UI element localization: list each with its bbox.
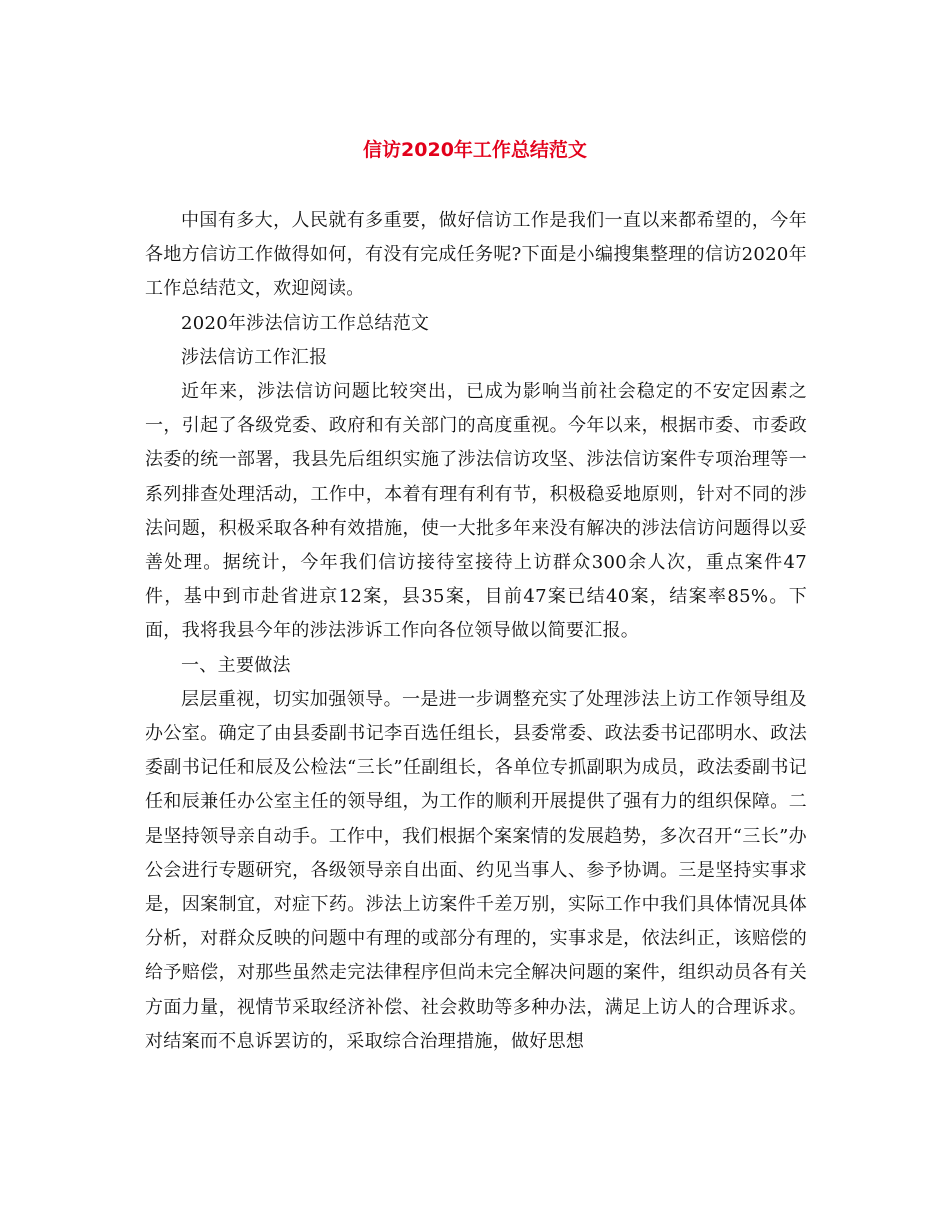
paragraph-main-practices: 层层重视，切实加强领导。一是进一步调整充实了处理涉法上访工作领导组及办公室。确定了由县委副书记李百选任组长，县委常委、政法委书记邵明水、政法委副书记任和辰及公检法“三长”任副组长，各单位专抓副职为成员，政法委副书记任和辰兼任办公室主任的领导组，为工作的顺利开展提供了强有力的组织保障。二是坚持领导亲自动手。工作中，我们根据个案案情的发展趋势，多次召开“三长”办公会进行专题研究，各级领导亲自出面、约见当事人、参予协调。三是坚持实事求是，因案制宜，对症下药。涉法上访案件千差万别，实际工作中我们具体情况具体分析，对群众反映的问题中有理的或部分有理的，实事求是，依法纠正，该赔偿的给予赔偿，对那些虽然走完法律程序但尚未完全解决问题的案件，组织动员各有关方面力量，视情节采取经济补偿、社会救助等多种办法，满足上访人的合理诉求。对结案而不息诉罢访的，采取综合治理措施，做好思想 [145,688,807,1052]
paragraph-subtitle: 2020年涉法信访工作总结范文 [181,312,430,334]
paragraph-intro: 中国有多大，人民就有多重要，做好信访工作是我们一直以来都希望的，今年各地方信访工作做得如何，有没有完成任务呢?下面是小编搜集整理的信访2020年工作总结范文，欢迎阅读。 [145,210,807,300]
paragraph-overview: 近年来，涉法信访问题比较突出，已成为影响当前社会稳定的不安定因素之一，引起了各级党委、政府和有关部门的高度重视。今年以来，根据市委、市委政法委的统一部署，我县先后组织实施了涉法信访攻坚、涉法信访案件专项治理等一系列排查处理活动，工作中，本着有理有利有节，积极稳妥地原则，针对不同的涉法问题，积极采取各种有效措施，使一大批多年来没有解决的涉法信访问题得以妥善处理。据统计，今年我们信访接待室接待上访群众300余人次，重点案件47件，基中到市赴省进京12案，县35案，目前47案已结40案，结案率85%。下面，我将我县今年的涉法涉诉工作向各位领导做以简要汇报。 [145,381,807,642]
document-title: 信访2020年工作总结范文 [363,139,587,161]
paragraph-report-heading: 涉法信访工作汇报 [181,346,328,368]
paragraph-section-heading: 一、主要做法 [181,654,291,676]
document-body [145,204,807,1059]
